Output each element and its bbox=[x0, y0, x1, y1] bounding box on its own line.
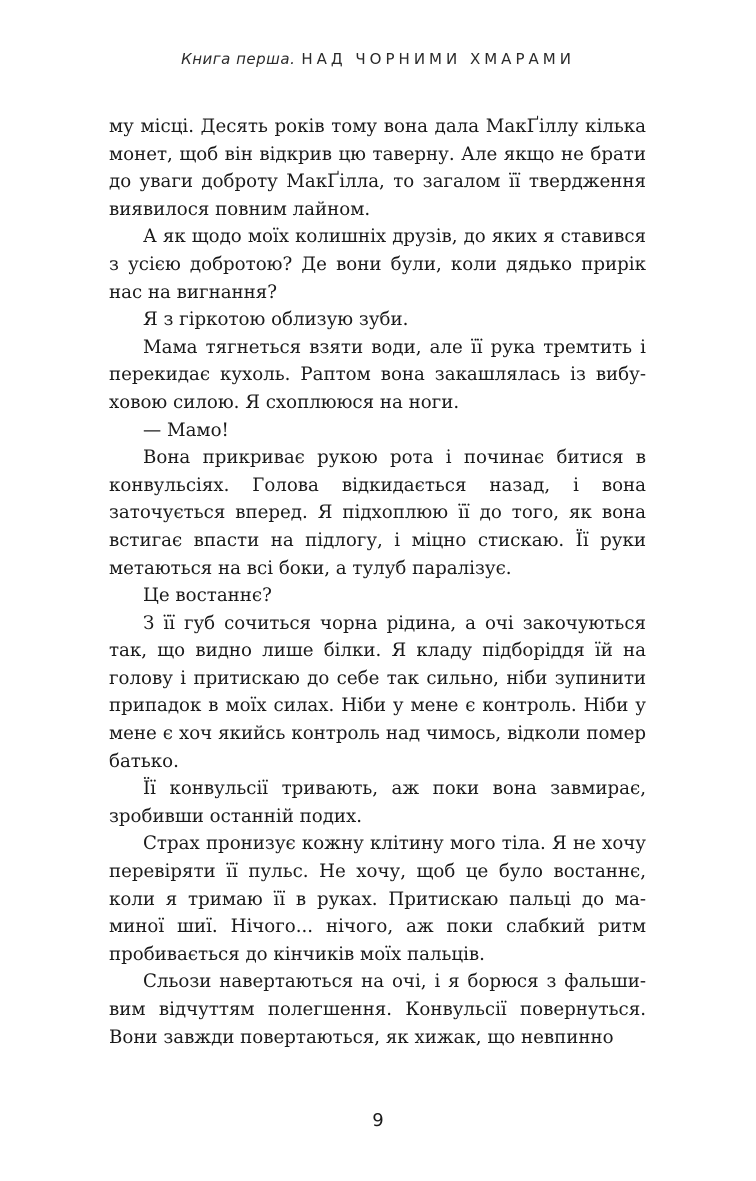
paragraph: Її конвульсії тривають, аж поки вона завмирає, зробивши останній подих. bbox=[109, 778, 646, 827]
running-head bbox=[0, 50, 756, 68]
paragraph: Сльози навертаються на очі, і я борюся з фальшивим відчуттям полегшення. Конвульсії повернуться. Вони завжди повертаються, як хижак, що невпинно bbox=[109, 971, 646, 1048]
text-body bbox=[109, 113, 646, 1051]
paragraph: Страх пронизує кожну клітину мого тіла. Я не хочу перевіряти її пульс. Не хочу, щоб це було востаннє, коли я тримаю її в руках. Притискаю пальці до маминої шиї. Нічого... нічого, аж поки слабкий ритм пробивається до кінчиків моїх пальців. bbox=[109, 833, 646, 965]
book-label: Книга перша. bbox=[181, 50, 296, 68]
dialogue-paragraph: — Мамо! bbox=[143, 419, 229, 441]
paragraph: А як щодо моїх колишніх друзів, до яких я ставився з усією добротою? Де вони були, коли дядько прирік нас на вигнання? bbox=[109, 226, 646, 303]
paragraph: му місці. Десять років тому вона дала МакҐіллу кілька монет, щоб він відкрив цю таверну. Але якщо не брати до уваги доброту МакҐілла, то загалом її твердження виявилося повним лайном. bbox=[109, 116, 646, 220]
book-title: НАД ЧОРНИМИ ХМАРАМИ bbox=[301, 50, 575, 68]
paragraph: З її губ сочиться чорна рідина, а очі закочуються так, що видно лише білки. Я кладу підборіддя їй на голову і притискаю до себе так сильно, ніби зупинити припадок в моїх силах. Ніби у мене є контроль. Ніби у мене є хоч якийсь контроль над чимось, відколи помер батько. bbox=[109, 612, 646, 772]
paragraph: Я з гіркотою облизую зуби. bbox=[143, 309, 409, 331]
paragraph: Вона прикриває рукою рота і починає битися в конвульсіях. Голова відкидається назад, і вона заточується вперед. Я підхоплюю її до того, як вона встигає впасти на підлогу, і міцно стискаю. Її руки метаються на всі боки, а тулуб паралізує. bbox=[109, 447, 646, 579]
page-number: 9 bbox=[372, 1110, 384, 1131]
paragraph: Це востаннє? bbox=[143, 585, 272, 607]
paragraph: Мама тягнеться взяти води, але її рука тремтить і перекидає кухоль. Раптом вона закашлялась із вибуховою силою. Я схоплююся на ноги. bbox=[109, 336, 646, 413]
